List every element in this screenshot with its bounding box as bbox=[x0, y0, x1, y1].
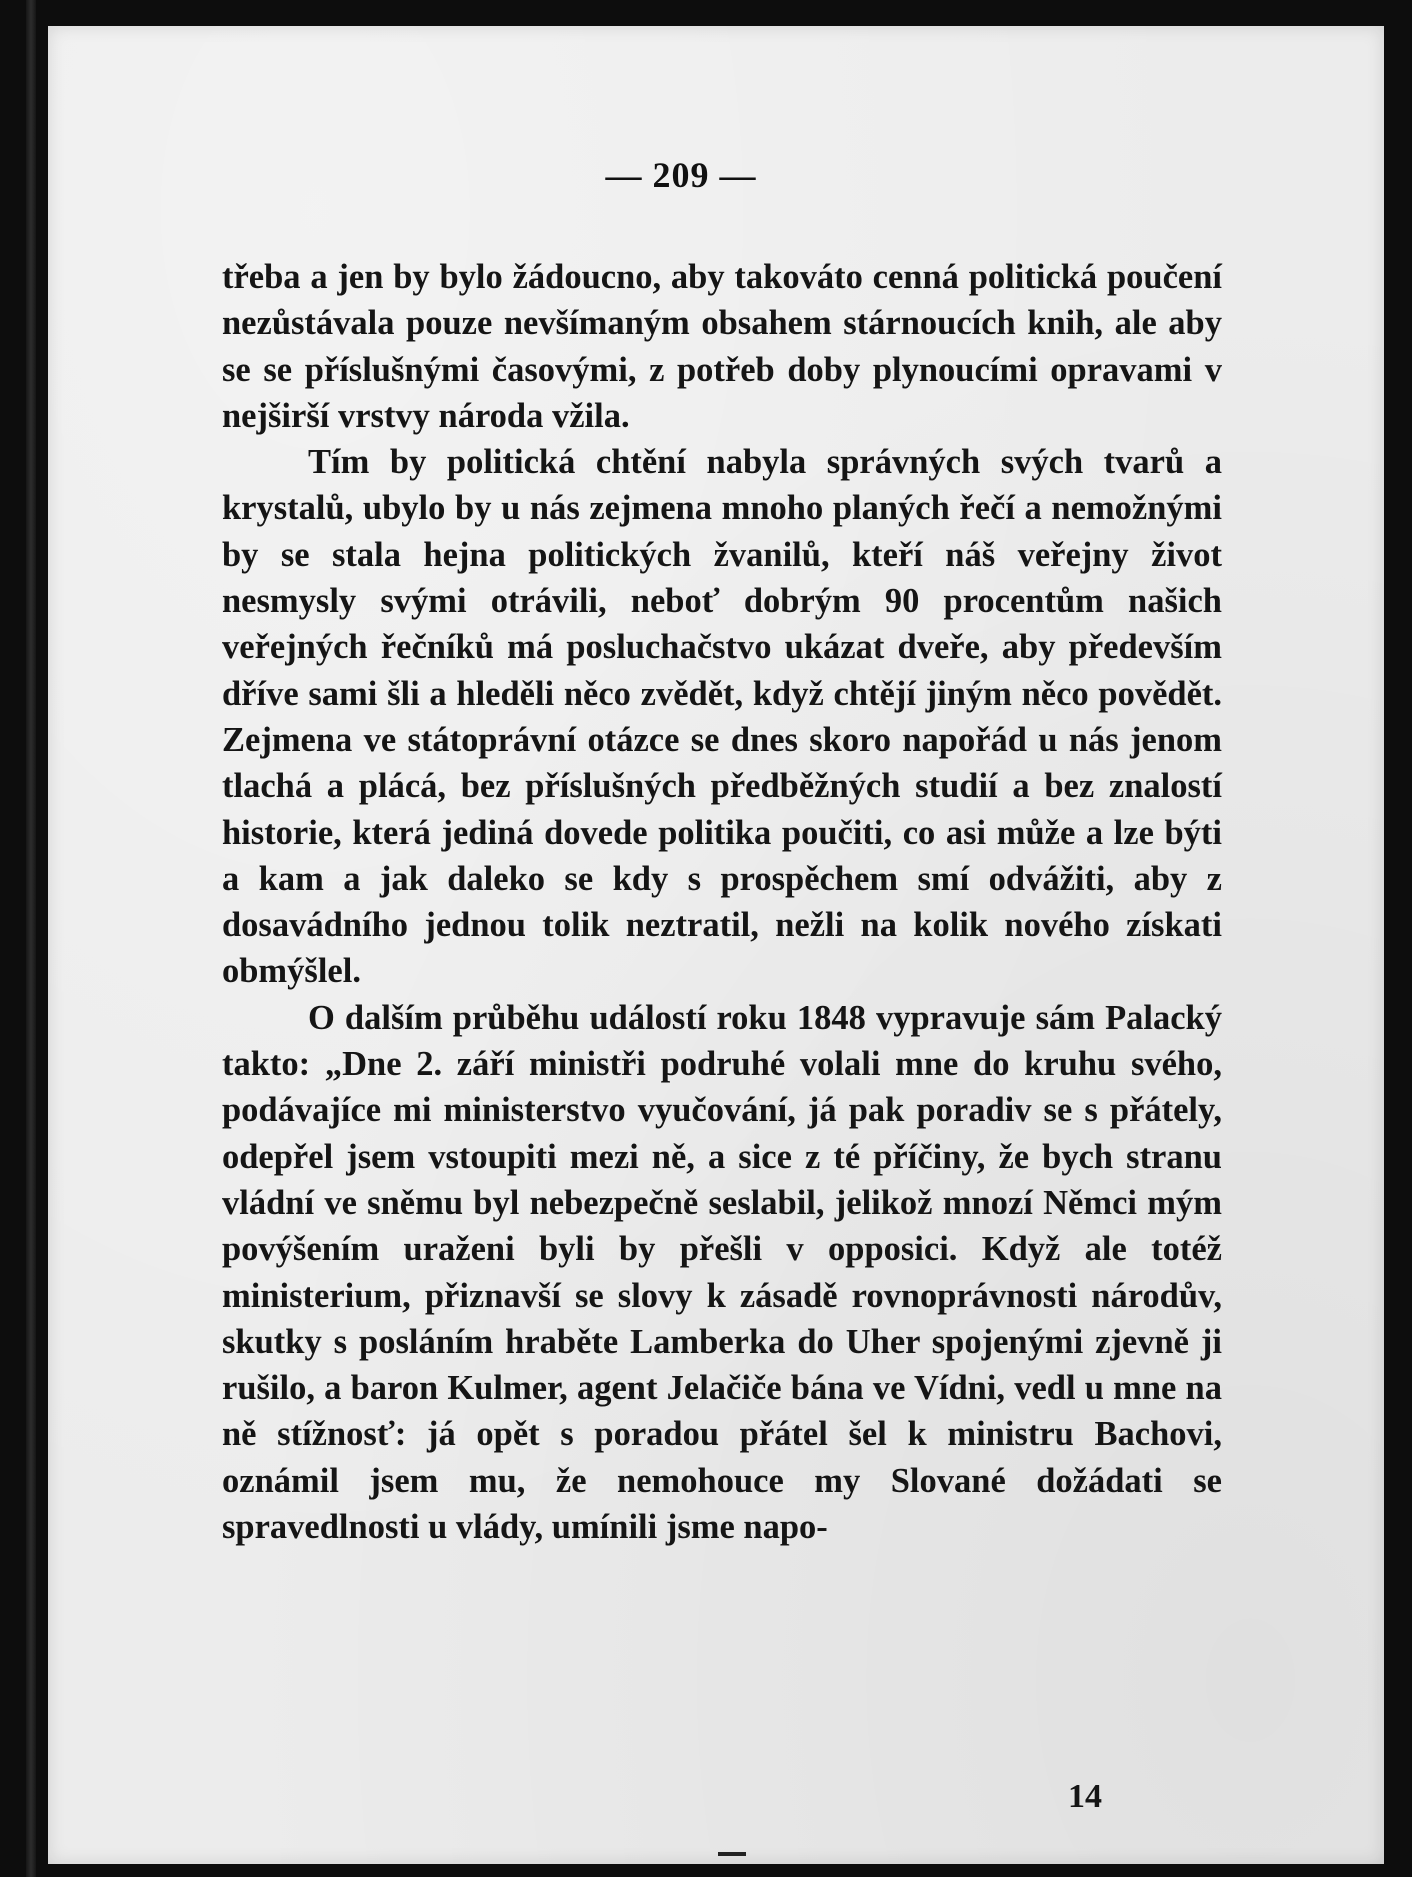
paragraph-2: Tím by politická chtění nabyla správných svých tvarů a krystalů, ubylo by u nás zejmena mnoho planých řečí a nemožnými by se stala hejna politických žvanilů, kteří náš veřejny život nesmysly svými otrávili, neboť dobrým 90 procentům našich veřejných řečníků má posluchačstvo ukázat dveře, aby především dříve sami šli a hleděli něco zvědět, když chtějí jiným něco povědět. Zejmena ve státoprávní otázce se dnes skoro napořád u nás jenom tlachá a plácá, bez příslušných předběžných studií a bez znalostí historie, která jediná dovede politika poučiti, co asi může a lze býti a kam a jak daleko se kdy s prospěchem smí odvážiti, aby z dosavádního jednou tolik neztratil, nežli na kolik nového získati obmýšlel. bbox=[222, 443, 1222, 991]
signature-mark: 14 bbox=[1068, 1778, 1102, 1815]
page-number: — 209 — bbox=[605, 155, 757, 195]
bottom-dash-mark bbox=[718, 1852, 746, 1856]
paragraph-1: třeba a jen by bylo žádoucno, aby takováto cenná politická poučení nezůstávala pouze nevšímaným obsahem stárnoucích knih, ale aby se se příslušnými časovými, z potřeb doby plynoucími opravami v nejširší vrstvy národa vžila. bbox=[222, 258, 1222, 435]
book-page bbox=[48, 26, 1384, 1864]
body-text bbox=[222, 254, 1222, 1550]
paragraph-3: O dalším průběhu událostí roku 1848 vypravuje sám Palacký takto: „Dne 2. září ministři podruhé volali mne do kruhu svého, podávajíce mi ministerstvo vyučování, já pak poradiv se s přátely, odepřel jsem vstoupiti mezi ně, a sice z té příčiny, že bych stranu vládní ve sněmu byl nebezpečně seslabil, jelikož mnozí Němci mým povýšením uraženi byli by přešli v opposici. Když ale totéž ministerium, přiznavší se slovy k zásadě rovnoprávnosti národův, skutky s posláním hraběte Lamberka do Uher spojenými zjevně ji rušilo, a baron Kulmer, agent Jelačiče bána ve Vídni, vedl u mne na ně stížnosť: já opět s poradou přátel šel k ministru Bachovi, oznámil jsem mu, že nemohouce my Slované dožádati se spravedlnosti u vlády, umínili jsme napo- bbox=[222, 998, 1222, 1547]
book-spine-edge bbox=[26, 0, 36, 1877]
